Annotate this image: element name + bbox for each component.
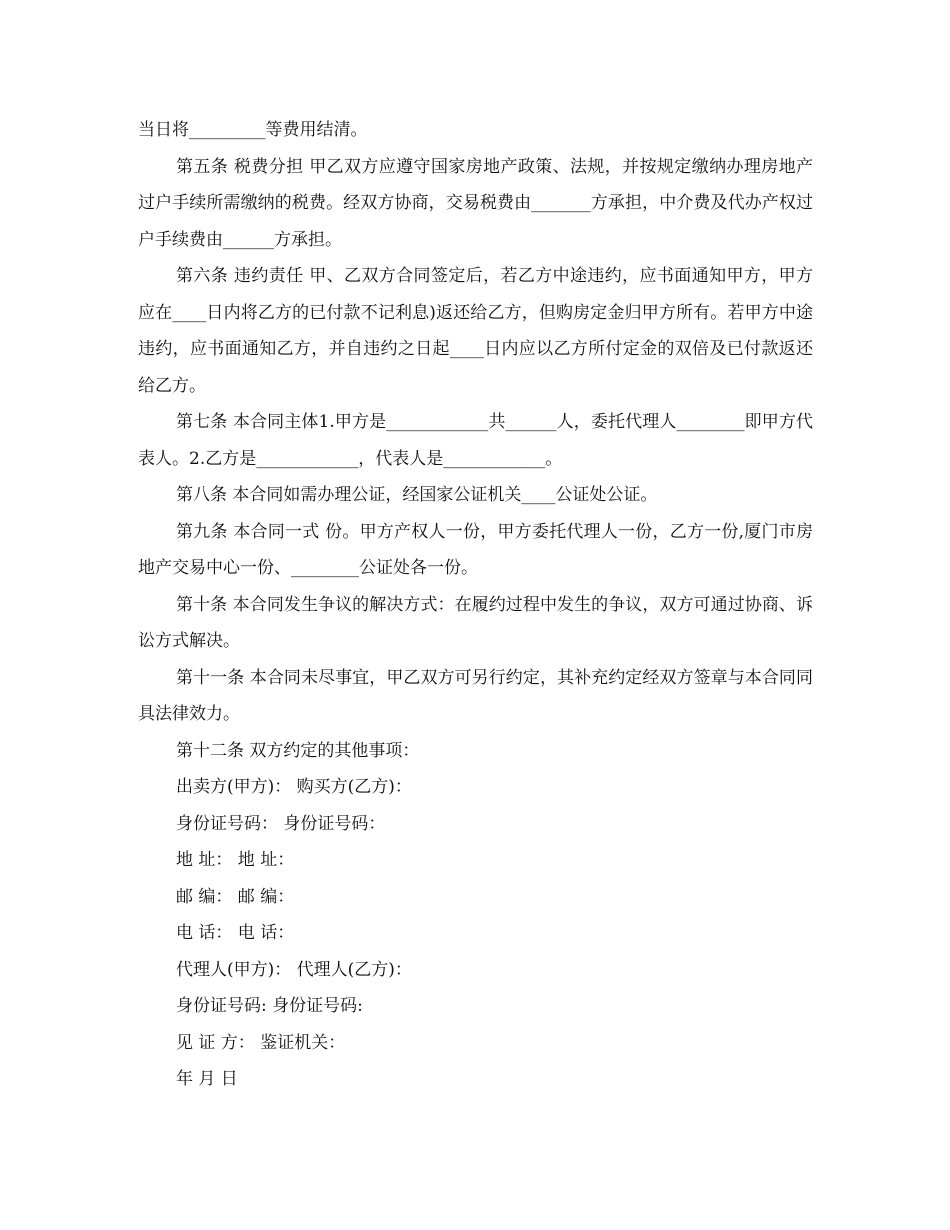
signature-block <box>138 769 813 1098</box>
signature-line-id-numbers: 身份证号码： 身份证号码： <box>176 813 386 834</box>
paragraph-article-5-taxes: 第五条 税费分担 甲乙双方应遵守国家房地产政策、法规，并按规定缴纳办理房地产过户手续所需缴纳的税费。经双方协商，交易税费由_______方承担，中介费及代办产权过户手续费由______方承担。 <box>138 156 813 250</box>
signature-line-postcode: 邮 编： 邮 编： <box>176 886 295 907</box>
paragraph-article-7-parties: 第七条 本合同主体1.甲方是____________共______人，委托代理人________即甲方代表人。2.乙方是____________，代表人是____________。 <box>138 412 813 469</box>
paragraph-payment-clause-end: 当日将_________等费用结清。 <box>138 120 368 140</box>
signature-line-parties: 出卖方(甲方)： 购买方(乙方)： <box>176 777 412 797</box>
paragraph-article-9-copies: 第九条 本合同一式 份。甲方产权人一份，甲方委托代理人一份，乙方一份,厦门市房地产交易中心一份、________公证处各一份。 <box>138 521 813 578</box>
signature-line-address: 地 址： 地 址： <box>176 850 295 870</box>
signature-line-agent-id-numbers: 身份证号码: 身份证号码: <box>176 996 363 1016</box>
paragraph-article-12-other: 第十二条 双方约定的其他事项： <box>176 740 420 761</box>
signature-line-date: 年 月 日 <box>176 1069 238 1089</box>
paragraph-article-8-notarization: 第八条 本合同如需办理公证，经国家公证机关____公证处公证。 <box>176 485 658 505</box>
paragraph-article-6-breach: 第六条 违约责任 甲、乙双方合同签定后，若乙方中途违约，应书面通知甲方，甲方应在____日内将乙方的已付款不记利息)返还给乙方，但购房定金归甲方所有。若甲方中途违约，应书面通知乙方，并自违约之日起____日内应以乙方所付定金的双倍及已付款返还给乙方。 <box>138 266 813 396</box>
paragraph-article-10-disputes: 第十条 本合同发生争议的解决方式：在履约过程中发生的争议，双方可通过协商、诉讼方式解决。 <box>138 594 813 651</box>
signature-line-phone: 电 话： 电 话： <box>176 923 295 943</box>
signature-line-agents: 代理人(甲方)： 代理人(乙方)： <box>176 959 412 980</box>
document-body <box>138 112 813 1098</box>
signature-line-witness: 见 证 方： 鉴证机关： <box>176 1032 346 1053</box>
paragraph-article-11-supplements: 第十一条 本合同未尽事宜，甲乙双方可另行约定，其补充约定经双方签章与本合同同具法律效力。 <box>138 667 813 724</box>
